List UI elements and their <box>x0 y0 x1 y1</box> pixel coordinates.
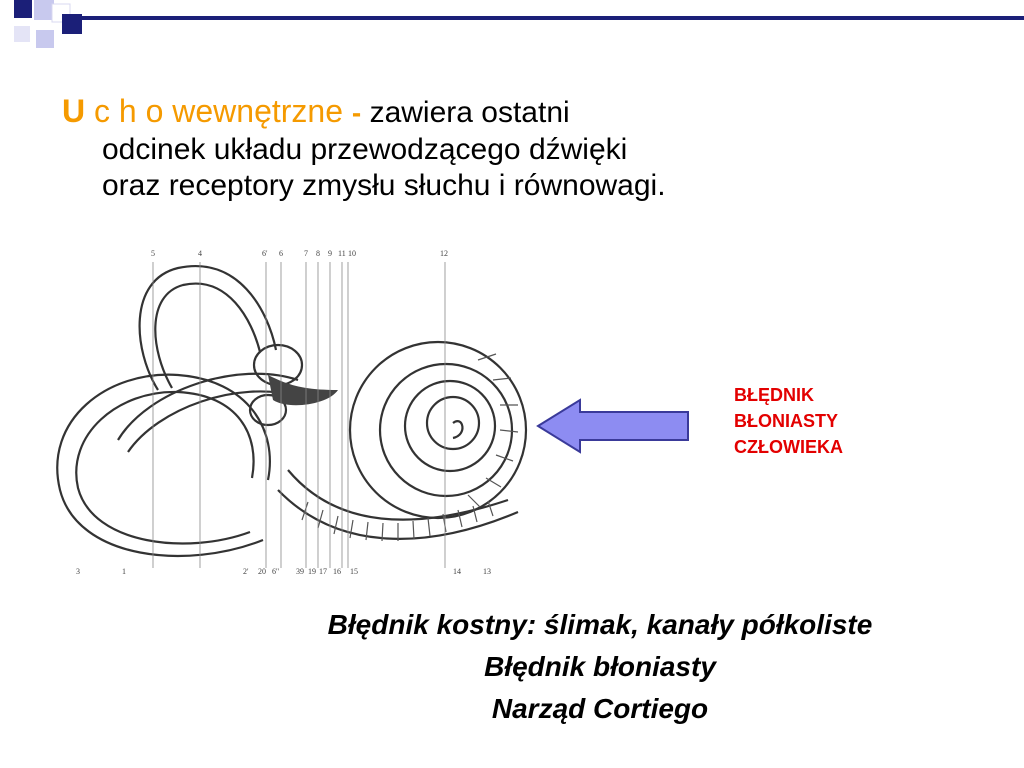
caption-line-1: Błędnik kostny: ślimak, kanały półkoliste <box>327 609 873 640</box>
deco-square-light-2 <box>36 30 54 48</box>
fig-bottom-label: 13 <box>483 567 491 576</box>
title-dash: - <box>351 97 362 128</box>
fig-top-label: 12 <box>440 249 448 258</box>
label-line-2: BŁONIASTY <box>734 411 839 432</box>
deco-square-navy-2 <box>62 14 82 34</box>
canal-upper-inner <box>155 284 260 388</box>
fig-bottom-label: 16 <box>333 567 341 576</box>
title-line-1 <box>62 92 882 132</box>
caption-line-2: Błędnik błoniasty <box>484 651 716 682</box>
fig-top-label: 7 <box>304 249 308 258</box>
label-line-1: BŁĘDNIK <box>734 385 814 405</box>
title-u: U <box>62 93 86 129</box>
vestibule <box>254 345 302 385</box>
deco-square-light <box>34 0 54 20</box>
cochlea-outer <box>350 342 526 518</box>
caption-line-3: Narząd Cortiego <box>491 693 709 724</box>
fig-bottom-label: 20 <box>258 567 266 576</box>
fig-bottom-label: 15 <box>350 567 358 576</box>
cochlea-mid <box>380 364 512 496</box>
fig-bottom-label: 3 <box>76 567 80 576</box>
fig-bottom-label: 2' <box>243 567 249 576</box>
canal-outer-inner <box>76 392 253 544</box>
canal-outer <box>57 375 270 556</box>
title-word: c h o wewnętrzne <box>85 93 352 129</box>
slide-title <box>62 92 882 205</box>
decorative-header <box>0 0 1024 50</box>
deco-square-navy <box>14 0 32 18</box>
cochlea-inner <box>405 381 495 471</box>
fig-top-label: 11 <box>338 249 346 258</box>
fig-bottom-label: 39 <box>296 567 304 576</box>
title-line-2: odcinek układu przewodzącego dźwięki <box>102 132 628 166</box>
deco-square-pale <box>14 26 30 42</box>
fig-top-label: 4 <box>198 249 202 258</box>
fig-top-label: 6 <box>279 249 283 258</box>
title-rest: zawiera ostatni <box>361 96 570 129</box>
bottom-caption <box>150 604 1024 730</box>
fig-top-label: 5 <box>151 249 155 258</box>
fig-top-label: 10 <box>348 249 356 258</box>
label-line-3: CZŁOWIEKA <box>734 437 843 458</box>
membranous-labyrinth-label <box>734 382 843 460</box>
fig-bottom-label: 19 <box>308 567 316 576</box>
fig-top-label: 9 <box>328 249 332 258</box>
inner-ear-illustration <box>38 240 543 580</box>
fig-bottom-label: 1 <box>122 567 126 576</box>
fig-top-label: 6' <box>262 249 268 258</box>
cochlea-apex <box>453 421 462 438</box>
saccule-dark <box>268 375 338 405</box>
cochlea-hatching <box>468 354 518 507</box>
fig-top-label: 8 <box>316 249 320 258</box>
fig-bottom-label: 14 <box>453 567 461 576</box>
fig-bottom-label: 6'' <box>272 567 279 576</box>
fig-bottom-label: 17 <box>319 567 327 576</box>
left-arrow-icon <box>535 398 695 454</box>
title-line-3: oraz receptory zmysłu słuchu i równowagi. <box>102 169 666 203</box>
